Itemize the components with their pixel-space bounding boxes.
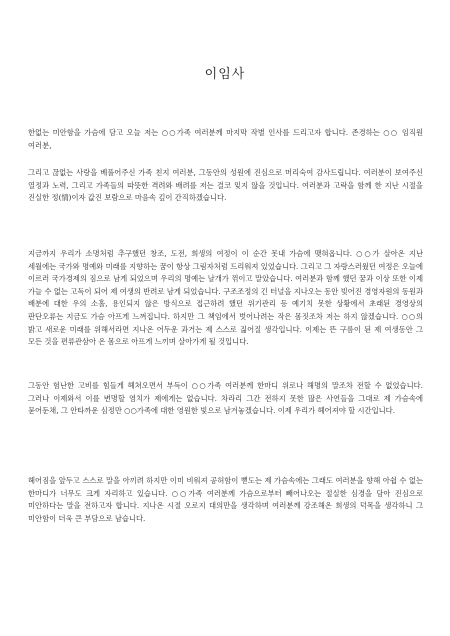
paragraph-3: 지금까지 우리가 소명처럼 추구했던 창조, 도전, 희생의 여정이 이 순간 못내 가슴에 맺혀옵니다. ○○가 살아온 지난 세월에는 국가와 명예와 미래를 지향하는 꿈이 항상 그림자처럼 드리워져 있었습니다. 그리고 그 자랑스러웠던 여정은 오늘에 이르러 국가경제의 짐으로 남게 되었으며 우리의 명예는 날개가 꺾이고 말았습니다. 여러분과 함께 했던 꿈과 이상 또한 이제 가늘 수 없는 고독이 되어 제 여생의 반려로 남게 되었습니다. 구조조정의 긴 터널을 지나오는 동안 빚어진 경영자원의 동원과 배분에 대한 우의 소홀, 용인되지 않은 방식으로 접근하려 했던 위기관리 등 예기치 못한 상황에서 초래된 경영상의 판단오류는 지금도 가슴 아프게 느껴집니다. 하지만 그 책임에서 벗어나려는 작은 몸짓조차 저는 하지 않겠습니다. ○○의 밝고 새로운 미래를 위해서라면 지나온 어두운 과거는 제 스스로 짊어질 생각입니다. 이제는 뜬 구름이 된 제 여생동안 그 모든 것을 편류관삼아 온 몸으로 아프게 느끼며 살아가게 될 것입니다. [28,249,423,347]
paragraph-4: 그동안 험난한 고비를 힘들게 헤쳐오면서 부득이 ○○가족 여러분께 한마디 위로나 해명의 말조차 전할 수 없었습니다. 그러나 이제와서 이를 변명할 염치가 제에게는 없습니다. 차라리 그간 전하지 못한 많은 사연들을 그대로 제 가슴속에 묻어둔채, 그 안타까운 심정만 ○○가족에 대한 영원한 빛으로 남겨놓겠습니다. 이제 우리가 헤어져야 할 시간입니다. [28,381,423,416]
page-title: 이임사 [204,67,246,82]
paragraph-1: 한없는 미안함을 가슴에 담고 오늘 저는 ○○가족 여러분께 마지막 작별 인사를 드리고자 합니다. 존경하는 ○○ 임직원 여러분, [28,128,423,150]
paragraph-5: 헤어짐을 앞두고 스스로 말을 아끼려 하지만 이미 비워져 공허함이 뻗도는 제 가슴속에는 그래도 여러분을 향해 아쉽 수 없는 한마디가 너무도 크게 자리하고 있습니다. ○○가족 여러분께 가슴으로부터 빼어나오는 절실한 심경을 담아 진심으로 미안하다는 말을 전하고자 합니다. 지나온 시절 오로지 대의만을 생각하며 여러분께 강조해온 희생의 덕목을 생각하니 그 미안함이 더욱 큰 부담으로 남습니다. [28,476,423,523]
paragraph-2: 그리고 끊없는 사랑을 베풀어주신 가족 친지 여러분, 그동안의 성원에 진심으로 머리숙여 감사드립니다. 여러분이 보여주신 열정과 노력, 그리고 가족들의 따뜻한 격려와 배려를 저는 결코 잊지 않을 것입니다. 여러분과 고락을 함께 한 지난 시절을 진실한 정(情)이자 값진 보람으로 마음속 깊이 간직하겠습니다. [28,168,423,203]
